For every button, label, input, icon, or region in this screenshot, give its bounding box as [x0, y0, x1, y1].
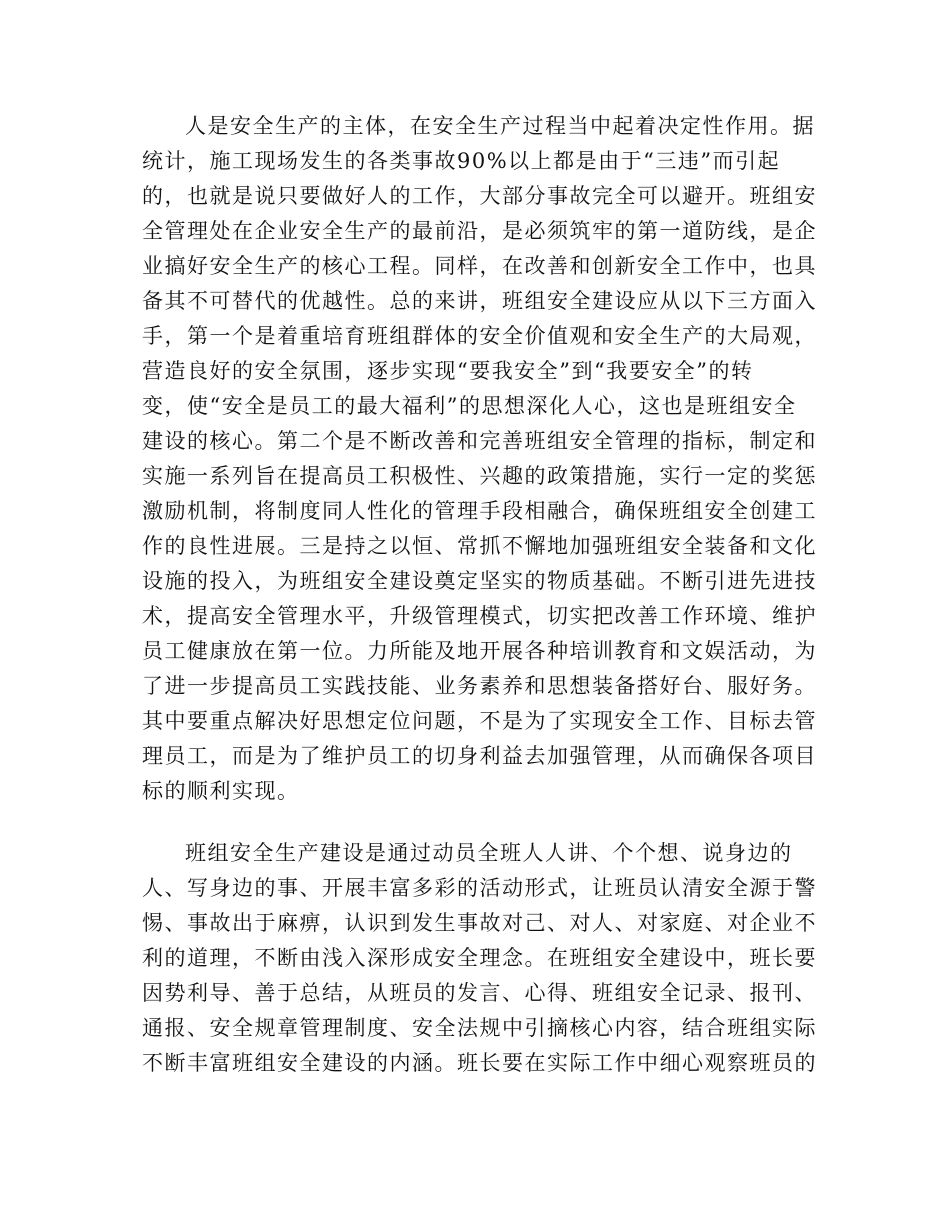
paragraph-line: 实施一系列旨在提高员工积极性、兴趣的政策措施，实行一定的奖惩 — [142, 464, 817, 488]
paragraph-line: 的，也就是说只要做好人的工作，大部分事故完全可以避开。班组安 — [142, 184, 817, 208]
paragraph-line: 人、写身边的事、开展丰富多彩的活动形式，让班员认清安全源于警 — [142, 876, 817, 900]
paragraph-line: 班组安全生产建设是通过动员全班人人讲、个个想、说身边的 — [185, 841, 793, 865]
paragraph-line: 建设的核心。第二个是不断改善和完善班组安全管理的指标，制定和 — [142, 429, 817, 453]
paragraph-line: 设施的投入，为班组安全建设奠定坚实的物质基础。不断引进先进技 — [142, 569, 817, 593]
paragraph-line: 术，提高安全管理水平，升级管理模式，切实把改善工作环境、维护 — [142, 604, 817, 628]
paragraph-line: 营造良好的安全氛围，逐步实现“要我安全”到“我要安全”的转 — [142, 359, 754, 383]
paragraph-line: 手，第一个是着重培育班组群体的安全价值观和安全生产的大局观， — [142, 324, 817, 348]
paragraph-line: 惕、事故出于麻痹，认识到发生事故对己、对人、对家庭、对企业不 — [142, 911, 817, 935]
paragraph-line: 其中要重点解决好思想定位问题，不是为了实现安全工作、目标去管 — [142, 709, 817, 733]
paragraph-line: 备其不可替代的优越性。总的来讲，班组安全建设应从以下三方面入 — [142, 289, 817, 313]
paragraph-line: 了进一步提高员工实践技能、业务素养和思想装备搭好台、服好务。 — [142, 674, 817, 698]
paragraph-line: 标的顺利实现。 — [142, 779, 300, 803]
paragraph-line: 统计，施工现场发生的各类事故90%以上都是由于“三违”而引起 — [142, 149, 781, 173]
paragraph-line: 员工健康放在第一位。力所能及地开展各种培训教育和文娱活动，为 — [142, 639, 817, 663]
paragraph-line: 作的良性进展。三是持之以恒、常抓不懈地加强班组安全装备和文化 — [142, 534, 817, 558]
paragraph-line: 业搞好安全生产的核心工程。同样，在改善和创新安全工作中，也具 — [142, 254, 817, 278]
paragraph-line: 激励机制，将制度同人性化的管理手段相融合，确保班组安全创建工 — [142, 499, 817, 523]
paragraph-line: 人是安全生产的主体，在安全生产过程当中起着决定性作用。据 — [185, 114, 815, 138]
paragraph-line: 通报、安全规章管理制度、安全法规中引摘核心内容，结合班组实际 — [142, 1016, 817, 1040]
paragraph-line: 变，使“安全是员工的最大福利”的思想深化人心，这也是班组安全 — [142, 394, 797, 418]
paragraph-line: 理员工，而是为了维护员工的切身利益去加强管理，从而确保各项目 — [142, 744, 817, 768]
paragraph-line: 全管理处在企业安全生产的最前沿，是必须筑牢的第一道防线，是企 — [142, 219, 817, 243]
paragraph-line: 因势利导、善于总结，从班员的发言、心得、班组安全记录、报刊、 — [142, 981, 817, 1005]
paragraph-line: 不断丰富班组安全建设的内涵。班长要在实际工作中细心观察班员的 — [142, 1051, 817, 1075]
paragraph-line: 利的道理，不断由浅入深形成安全理念。在班组安全建设中，班长要 — [142, 946, 817, 970]
